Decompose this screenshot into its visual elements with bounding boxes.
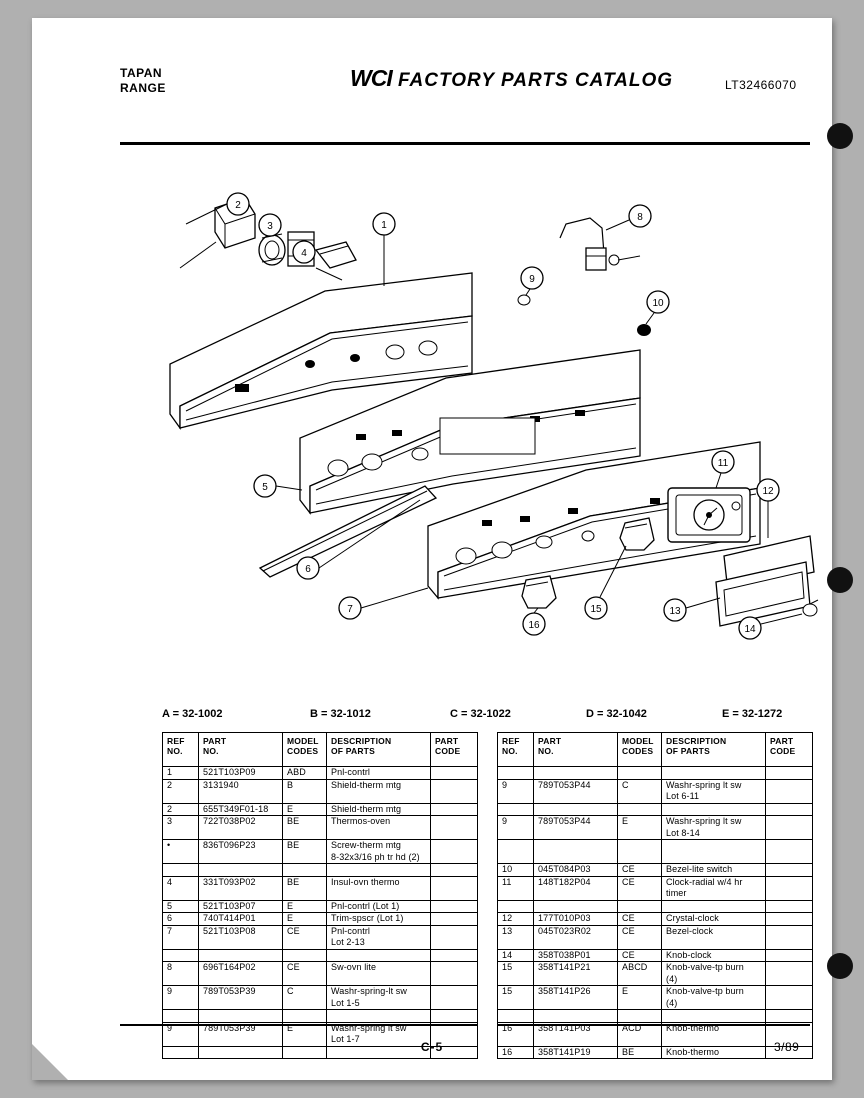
cell-description: Knob-valve-tp burn (4) — [662, 962, 766, 986]
th-desc-right: DESCRIPTION OF PARTS — [662, 733, 766, 767]
table-row: 16 358T141P19 BE Knob-thermo — [163, 1046, 813, 1059]
column-gap — [478, 864, 498, 877]
legend-item-e: E = 32-1272 — [722, 708, 783, 720]
column-gap — [478, 803, 498, 816]
th-model-left: MODEL CODES — [283, 733, 327, 767]
column-gap — [478, 986, 498, 1010]
table-row: 14 358T038P01 CE Knob-clock — [163, 949, 813, 962]
cell-description — [662, 1010, 766, 1023]
cell-description: Knob-clock — [662, 949, 766, 962]
svg-text:2: 2 — [235, 200, 241, 211]
cell-description — [327, 1010, 431, 1023]
clock-assembly-11 — [668, 488, 750, 542]
svg-text:11: 11 — [717, 458, 729, 469]
brand-line-1: TAPAN — [120, 66, 163, 80]
brand-name — [120, 66, 166, 96]
table-row: 9 789T053P39 E Washr-spring lt sw Lot 1-7 16 358T141P03 ACD Knob-thermo — [163, 1022, 813, 1046]
legend-item-d: D = 32-1042 — [586, 708, 647, 720]
binder-hole-top — [827, 123, 853, 149]
column-gap — [478, 840, 498, 864]
parts-table — [162, 732, 813, 1059]
column-gap — [478, 816, 498, 840]
svg-text:8: 8 — [637, 212, 643, 223]
header-rule — [120, 142, 810, 145]
svg-text:7: 7 — [347, 604, 353, 615]
cell-description — [327, 949, 431, 962]
binder-hole-middle — [827, 567, 853, 593]
table-row: 2 655T349F01-18 E Shield-therm mtg — [163, 803, 813, 816]
cell-description — [662, 803, 766, 816]
brand-line-2: RANGE — [120, 81, 166, 95]
table-row: 9 789T053P39 C Washr-spring-lt sw Lot 1-5 15 358T141P26 E Knob-valve-tp burn (4) — [163, 986, 813, 1010]
table-row: 7 521T103P08 CE Pnl-contrl Lot 2-13 13 045T023R02 CE Bezel-clock — [163, 925, 813, 949]
cell-description — [662, 840, 766, 864]
column-gap — [478, 962, 498, 986]
th-part-right: PART NO. — [534, 733, 618, 767]
model-code-legend — [162, 708, 812, 728]
table-row — [163, 1010, 813, 1023]
column-gap — [478, 925, 498, 949]
cell-description: Screw-therm mtg 8-32x3/16 ph tr hd (2) — [327, 840, 431, 864]
cell-description: Knob-thermo — [662, 1022, 766, 1046]
svg-text:4: 4 — [301, 248, 307, 259]
svg-text:10: 10 — [652, 298, 664, 309]
catalog-logo-text: FACTORY PARTS CATALOG — [398, 70, 674, 91]
column-gap — [478, 949, 498, 962]
th-model-right: MODEL CODES — [618, 733, 662, 767]
table-row: 4 331T093P02 BE Insul-ovn thermo 11 148T182P04 CE Clock-radial w/4 hr timer — [163, 876, 813, 900]
catalog-code: LT32466070 — [725, 78, 797, 92]
cell-description: Sw-ovn lite — [327, 962, 431, 986]
column-gap — [478, 1010, 498, 1023]
thermostat-assembly — [180, 198, 356, 280]
svg-text:3: 3 — [267, 221, 273, 232]
exploded-diagram — [120, 168, 820, 688]
catalog-page — [32, 18, 832, 1080]
cell-description — [327, 864, 431, 877]
table-row: 8 696T164P02 CE Sw-ovn lite 15 358T141P21 ABCD Knob-valve-tp burn (4) — [163, 962, 813, 986]
table-row: 3 722T038P02 BE Thermos-oven 9 789T053P44 E Washr-spring lt sw Lot 8-14 — [163, 816, 813, 840]
th-code-left: PART CODE — [431, 733, 478, 767]
column-gap — [478, 779, 498, 803]
th-gap — [478, 733, 498, 767]
cell-description: Knob-thermo — [662, 1046, 766, 1059]
svg-text:6: 6 — [305, 564, 311, 575]
cell-description: Washr-spring-lt sw Lot 1-5 — [327, 986, 431, 1010]
svg-text:9: 9 — [529, 274, 535, 285]
legend-item-a: A = 32-1002 — [162, 708, 223, 720]
table-row: 5 521T103P07 E Pnl-contrl (Lot 1) — [163, 900, 813, 913]
column-gap — [478, 767, 498, 780]
cell-description: Washr-spring lt sw Lot 8-14 — [662, 816, 766, 840]
cell-description — [662, 900, 766, 913]
binder-hole-bottom — [827, 953, 853, 979]
cell-description: Pnl-contrl Lot 2-13 — [327, 925, 431, 949]
legend-item-c: C = 32-1022 — [450, 708, 511, 720]
table-row: 1 521T103P09 ABD Pnl-contrl — [163, 767, 813, 780]
cell-description: Crystal-clock — [662, 913, 766, 926]
date-code: 3/89 — [774, 1040, 800, 1054]
clock-bezel-parts — [716, 536, 818, 626]
wci-logo-text: WCI — [350, 65, 392, 91]
cell-description: Trim-spscr (Lot 1) — [327, 913, 431, 926]
table-row: • 836T096P23 BE Screw-therm mtg 8-32x3/16 ph tr hd (2) — [163, 840, 813, 864]
svg-text:15: 15 — [590, 604, 602, 615]
table-row: 10 045T084P03 CE Bezel-lite switch — [163, 864, 813, 877]
cell-description: Knob-valve-tp burn (4) — [662, 986, 766, 1010]
svg-text:13: 13 — [669, 606, 681, 617]
svg-text:14: 14 — [744, 624, 756, 635]
cell-description — [662, 767, 766, 780]
legend-item-b: B = 32-1012 — [310, 708, 371, 720]
cell-description: Bezel-lite switch — [662, 864, 766, 877]
column-gap — [478, 913, 498, 926]
column-gap — [478, 900, 498, 913]
th-desc-left: DESCRIPTION OF PARTS — [327, 733, 431, 767]
th-ref-right: REF NO. — [498, 733, 534, 767]
cell-description: Clock-radial w/4 hr timer — [662, 876, 766, 900]
cell-description: Thermos-oven — [327, 816, 431, 840]
svg-text:5: 5 — [262, 482, 268, 493]
catalog-logo — [350, 65, 673, 92]
svg-text:16: 16 — [528, 620, 540, 631]
table-header-row — [163, 733, 813, 767]
page-number: C-5 — [420, 1040, 444, 1054]
svg-text:12: 12 — [762, 486, 774, 497]
cell-description: Shield-therm mtg — [327, 803, 431, 816]
cell-description: Washr-spring lt sw Lot 6-11 — [662, 779, 766, 803]
cell-description: Washr-spring lt sw Lot 1-7 — [327, 1022, 431, 1046]
cell-description: Bezel-clock — [662, 925, 766, 949]
th-ref-left: REF NO. — [163, 733, 199, 767]
cell-description: Pnl-contrl (Lot 1) — [327, 900, 431, 913]
cell-description: Pnl-contrl — [327, 767, 431, 780]
table-row: 6 740T414P01 E Trim-spscr (Lot 1) 12 177T010P03 CE Crystal-clock — [163, 913, 813, 926]
th-code-right: PART CODE — [766, 733, 813, 767]
column-gap — [478, 876, 498, 900]
cell-description: Insul-ovn thermo — [327, 876, 431, 900]
th-part-left: PART NO. — [199, 733, 283, 767]
cell-description: Shield-therm mtg — [327, 779, 431, 803]
table-row: 2 3131940 B Shield-therm mtg 9 789T053P44 C Washr-spring lt sw Lot 6-11 — [163, 779, 813, 803]
svg-text:1: 1 — [381, 220, 387, 231]
